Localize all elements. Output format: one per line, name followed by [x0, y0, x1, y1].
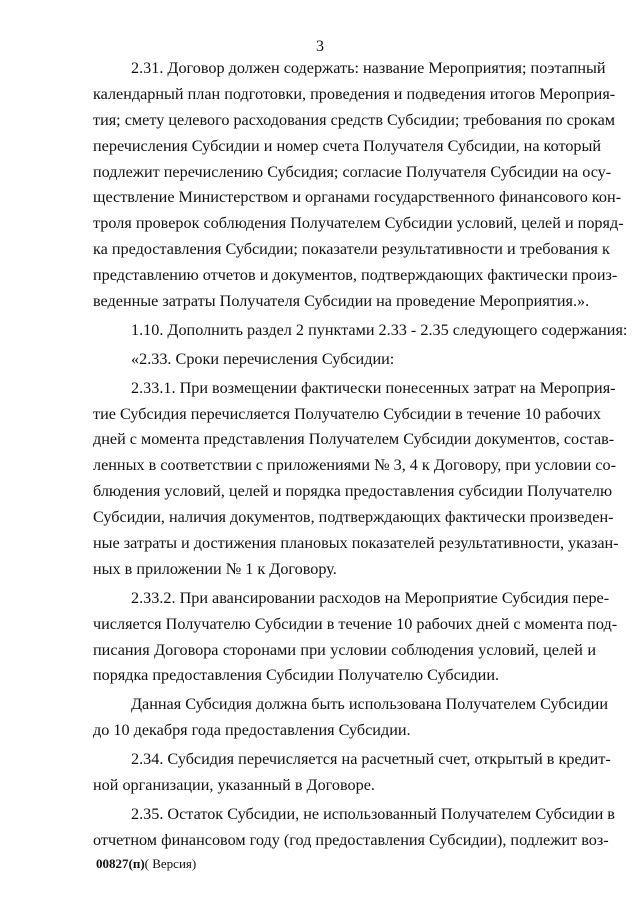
paragraph [93, 692, 608, 744]
paragraph-line: 2.33.1. При возмещении фактически понесенных затрат на Мероприя- [131, 378, 616, 397]
paragraph-line: подлежит перечислению Субсидия; согласие Получателя Субсидии на осу- [93, 162, 612, 181]
paragraph-line: календарный план подготовки, проведения и подведения итогов Мероприя- [93, 84, 616, 103]
document-version: ( Версия) [144, 856, 197, 871]
paragraph-line: 2.31. Договор должен содержать: название Мероприятия; поэтапный [131, 59, 606, 77]
paragraph-line: до 10 декабря года предоставления Субсидии. [93, 721, 411, 740]
paragraph-line: тия; смету целевого расходования средств Субсидии; требования по срокам [93, 110, 616, 129]
paragraph-line: ной организации, указанный в Договоре. [93, 776, 375, 795]
paragraph [93, 56, 624, 315]
paragraph-line: 2.34. Субсидия перечисляется на расчетный счет, открытый в кредит- [131, 750, 611, 769]
paragraph-line: ществление Министерством и органами государственного финансового кон- [93, 188, 622, 207]
document-body [93, 56, 628, 854]
paragraph-line: порядка предоставления Субсидии Получателю Субсидии. [93, 666, 500, 685]
paragraph-line: перечисления Субсидии и номер счета Получателя Субсидии, на который [93, 136, 602, 155]
paragraph-line: ка предоставления Субсидии; показатели результативности и требования к [93, 240, 610, 259]
paragraph-line: числяется Получателю Субсидии в течение 10 рабочих дней с момента под- [93, 614, 618, 633]
paragraph-line: Данная Субсидия должна быть использована Получателем Субсидии [131, 695, 608, 714]
document-code: 00827(п) [96, 856, 145, 871]
paragraph-line: отчетном финансовом году (год предоставления Субсидии), подлежит воз- [93, 830, 609, 849]
paragraph-line: 2.33.2. При авансировании расходов на Мероприятие Субсидия пере- [131, 588, 610, 607]
paragraph [93, 586, 618, 690]
paragraph-line: блюдения условий, целей и порядка предоставления субсидии Получателю [93, 482, 613, 501]
paragraph-line: Субсидии, наличия документов, подтверждающих фактически произведен- [93, 508, 614, 527]
paragraph [93, 347, 596, 373]
paragraph [93, 318, 628, 344]
paragraph-line: 1.10. Дополнить раздел 2 пунктами 2.33 - 2.35 следующего содержания: [131, 320, 628, 339]
document-footer [96, 856, 196, 872]
paragraph-line: троля проверок соблюдения Получателем Субсидии условий, целей и поряд- [93, 214, 624, 233]
paragraph-line: писания Договора сторонами при условии соблюдения условий, целей и [93, 640, 596, 659]
paragraph-line: ные затраты и достижения плановых показателей результативности, указан- [93, 534, 619, 553]
paragraph [93, 802, 615, 854]
paragraph-line: ных в приложении № 1 к Договору. [93, 559, 337, 578]
page-number: 3 [316, 38, 324, 55]
paragraph [93, 747, 611, 799]
paragraph-line: ленных в соответствии с приложениями № 3, 4 к Договору, при условии со- [93, 456, 616, 475]
paragraph-line: дней с момента представления Получателем Субсидии документов, состав- [93, 430, 615, 449]
paragraph-line: тие Субсидия перечисляется Получателю Субсидии в течение 10 рабочих [93, 404, 601, 423]
paragraph [93, 376, 619, 583]
paragraph-line: «2.33. Сроки перечисления Субсидии: [131, 349, 395, 368]
paragraph-line: 2.35. Остаток Субсидии, не использованный Получателем Субсидии в [131, 804, 615, 823]
paragraph-line: веденные затраты Получателя Субсидии на проведение Мероприятия.». [93, 292, 590, 311]
paragraph-line: представлению отчетов и документов, подтверждающих фактически произ- [93, 266, 618, 285]
